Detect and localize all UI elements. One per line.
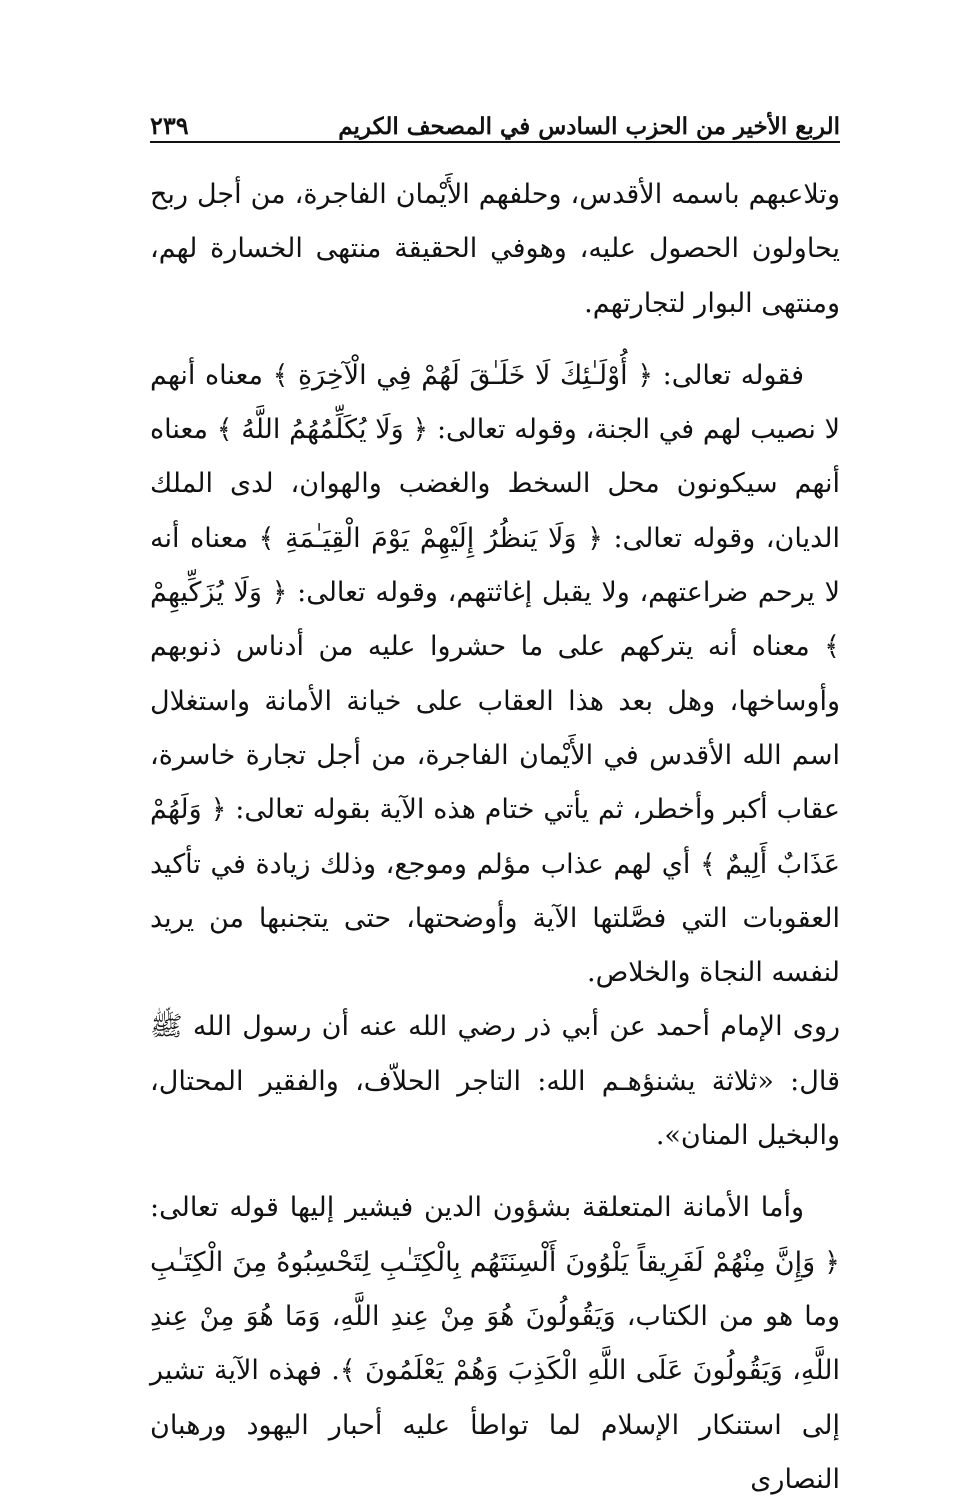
paragraph-3: روى الإمام أحمد عن أبي ذر رضي الله عنه أن رسول الله ﷺ قال: «ثلاثة يشنؤهـم الله: التاجر الحلاّف، والفقير المحتال، والبخيل المنان». [150, 1011, 840, 1152]
paragraph-1: وتلاعبهم باسمه الأقدس، وحلفهم الأَيْمان الفاجرة، من أجل ربح يحاولون الحصول عليه، وهوفي الحقيقة منتهى الخسارة لهم، ومنتهى البوار لتجارتهم. [150, 179, 840, 319]
page-body [150, 168, 840, 1507]
running-header-title: الربع الأخير من الحزب السادس في المصحف الكريم [338, 113, 840, 140]
paragraph-2: فقوله تعالى: ﴿ أُوْلَـٰئِكَ لَا خَلَـٰقَ لَهُمْ فِي الْآخِرَةِ ﴾ معناه أنهم لا نصيب لهم في الجنة، وقوله تعالى: ﴿ وَلَا يُكَلِّمُهُمُ اللَّهُ ﴾ معناه أنهم سيكونون محل السخط والغضب والهوان، لدى الملك الديان، وقوله تعالى: ﴿ وَلَا يَنظُرُ إِلَيْهِمْ يَوْمَ الْقِيَـٰمَةِ ﴾ معناه أنه لا يرحم ضراعتهم، ولا يقبل إغاثتهم، وقوله تعالى: ﴿ وَلَا يُزَكِّيهِمْ ﴾ معناه أنه يتركهم على ما حشروا عليه من أدناس ذنوبهم وأوساخها، وهل بعد هذا العقاب على خيانة الأمانة واستغلال اسم الله الأقدس في الأَيْمان الفاجرة، من أجل تجارة خاسرة، عقاب أكبر وأخطر، ثم يأتي ختام هذه الآية بقوله تعالى: ﴿ وَلَهُمْ عَذَابٌ أَلِيمٌ ﴾ أي لهم عذاب مؤلم وموجع، وذلك زيادة في تأكيد العقوبات التي فصَّلتها الآية وأوضحتها، حتى يتجنبها من يريد لنفسه النجاة والخلاص. [150, 359, 840, 989]
paragraph-4: وأما الأمانة المتعلقة بشؤون الدين فيشير إليها قوله تعالى: ﴿ وَإِنَّ مِنْهُمْ لَفَرِيقاً يَلْوُونَ أَلْسِنَتَهُم بِالْكِتَـٰبِ لِتَحْسِبُوهُ مِنَ الْكِتَـٰبِ وما هو من الكتاب، وَيَقُولُونَ هُوَ مِنْ عِندِ اللَّهِ، وَمَا هُوَ مِنْ عِندِ اللَّهِ، وَيَقُولُونَ عَلَى اللَّهِ الْكَذِبَ وَهُمْ يَعْلَمُونَ ﴾. فهذه الآية تشير إلى استنكار الإسلام لما تواطأ عليه أحبار اليهود ورهبان النصارى [150, 1192, 840, 1495]
header-divider [150, 141, 840, 143]
page-number: ٢٣٩ [150, 111, 189, 140]
page-header [150, 100, 840, 140]
